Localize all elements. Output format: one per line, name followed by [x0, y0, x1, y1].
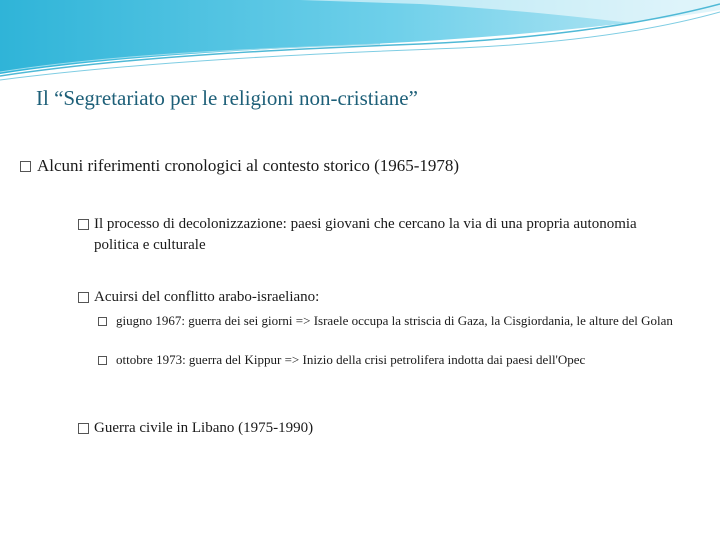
- bullet-icon: [20, 161, 31, 172]
- bullet-level2: [78, 287, 678, 308]
- header-wave-decoration: [0, 0, 720, 90]
- bullet-text: Il processo di decolonizzazione: paesi giovani che cercano la via di una propria autonomia politica e culturale: [94, 216, 637, 253]
- bullet-icon: [78, 219, 89, 230]
- bullet-icon: [78, 423, 89, 434]
- bullet-text: giugno 1967: guerra dei sei giorni => Israele occupa la striscia di Gaza, la Cisgiordania, le alture del Golan: [116, 313, 673, 328]
- bullet-icon: [98, 356, 107, 365]
- bullet-text: Alcuni riferimenti cronologici al contesto storico (1965-1978): [37, 156, 460, 175]
- bullet-level1: [20, 156, 459, 176]
- bullet-level3: [98, 312, 683, 330]
- bullet-level2: [78, 418, 678, 439]
- slide-title: Il “Segretariato per le religioni non-cristiane”: [36, 86, 418, 110]
- bullet-level2: [78, 214, 678, 256]
- bullet-text: ottobre 1973: guerra del Kippur => Inizio della crisi petrolifera indotta dai paesi dell'Opec: [116, 352, 586, 367]
- bullet-level3: [98, 351, 683, 369]
- bullet-icon: [98, 317, 107, 326]
- bullet-text: Acuirsi del conflitto arabo-israeliano:: [94, 289, 320, 305]
- bullet-text: Guerra civile in Libano (1975-1990): [94, 420, 314, 436]
- bullet-icon: [78, 292, 89, 303]
